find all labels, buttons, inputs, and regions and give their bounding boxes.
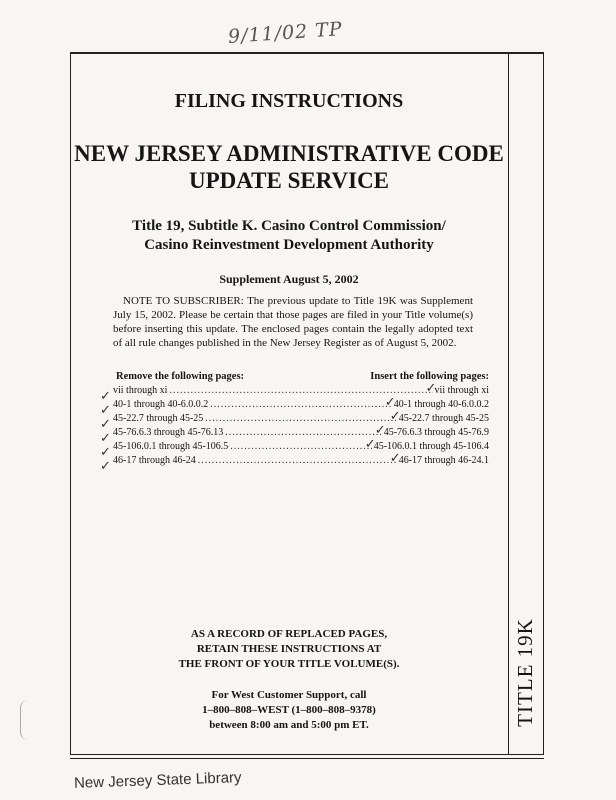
leader-dots — [230, 441, 371, 452]
check-mark-icon: ✓ — [100, 402, 111, 417]
remove-range: vii through xi — [113, 385, 168, 396]
leader-dots — [210, 399, 391, 410]
remove-range: 45-22.7 through 45-25 — [113, 413, 204, 424]
list-item — [100, 408, 489, 431]
check-mark-icon: ✓ — [100, 416, 111, 431]
spine-tab — [509, 605, 542, 740]
leader-dots — [225, 427, 381, 438]
record-instructions — [70, 627, 508, 672]
bottom-rule — [70, 758, 544, 759]
insert-range: vii through xi — [434, 385, 489, 396]
customer-support — [70, 688, 508, 733]
insert-range: 45-76.6.3 through 45-76.9 — [383, 427, 489, 438]
support-line-1: For West Customer Support, call — [211, 689, 367, 701]
remove-range: 46-17 through 46-24 — [113, 455, 196, 466]
insert-range: 40-1 through 40-6.0.0.2 — [393, 399, 489, 410]
main-heading-line-1: NEW JERSEY ADMINISTRATIVE CODE — [74, 141, 504, 166]
check-mark-icon: ✓ — [389, 408, 401, 423]
check-mark-icon: ✓ — [425, 380, 437, 395]
support-hours: between 8:00 am and 5:00 pm ET. — [209, 719, 369, 731]
main-heading — [70, 140, 508, 194]
check-mark-icon: ✓ — [384, 394, 396, 409]
record-line-2: RETAIN THESE INSTRUCTIONS AT — [196, 643, 382, 655]
remove-range: 45-106.0.1 through 45-106.5 — [113, 441, 229, 452]
scan-mark — [20, 700, 33, 740]
check-mark-icon: ✓ — [100, 388, 111, 403]
main-heading-line-2: UPDATE SERVICE — [188, 168, 390, 193]
spine-label: TITLE 19K — [513, 618, 538, 727]
list-item — [100, 380, 489, 403]
insert-range: 46-17 through 46-24.1 — [398, 455, 489, 466]
subscriber-note: NOTE TO SUBSCRIBER: The previous update to Title 19K was Supplement July 15, 2002. Please be certain that those pages are filed in your Title volume(s) before inserting this update. The enclosed pages contain the legally adopted text of all rule changes published in the New Jersey Register as of August 5, 2002. — [113, 295, 473, 349]
check-mark-icon: ✓ — [100, 458, 111, 473]
page-title: FILING INSTRUCTIONS — [174, 90, 404, 112]
leader-dots — [205, 413, 396, 424]
leader-dots — [198, 455, 397, 466]
list-item — [100, 450, 489, 473]
page-list — [100, 380, 489, 473]
supplement-date: Supplement August 5, 2002 — [219, 272, 359, 286]
subtitle-line-2: Casino Reinvestment Development Authority — [144, 237, 434, 253]
remove-range: 40-1 through 40-6.0.0.2 — [113, 399, 209, 410]
check-mark-icon: ✓ — [389, 450, 401, 465]
check-mark-icon: ✓ — [374, 422, 386, 437]
insert-range: 45-106.0.1 through 45-106.4 — [373, 441, 489, 452]
record-line-1: AS A RECORD OF REPLACED PAGES, — [190, 628, 388, 640]
remove-range: 45-76.6.3 through 45-76.13 — [113, 427, 224, 438]
subtitle-line-1: Title 19, Subtitle K. Casino Control Commission/ — [132, 218, 446, 234]
check-mark-icon: ✓ — [100, 430, 111, 445]
library-stamp: New Jersey State Library — [73, 769, 242, 792]
insert-pages-header: Insert the following pages: — [370, 371, 489, 382]
support-phone: 1–800–808–WEST (1–800–808–9378) — [202, 704, 376, 716]
check-mark-icon: ✓ — [100, 444, 111, 459]
list-item — [100, 394, 489, 417]
insert-range: 45-22.7 through 45-25 — [398, 413, 489, 424]
list-item — [100, 422, 489, 445]
top-rule — [71, 52, 543, 54]
check-mark-icon: ✓ — [364, 436, 376, 451]
list-item — [100, 436, 489, 459]
record-line-3: THE FRONT OF YOUR TITLE VOLUME(S). — [178, 658, 400, 670]
remove-pages-header: Remove the following pages: — [116, 371, 245, 382]
subtitle — [70, 217, 508, 255]
handwritten-date-note: 9/11/02 TP — [227, 18, 344, 48]
